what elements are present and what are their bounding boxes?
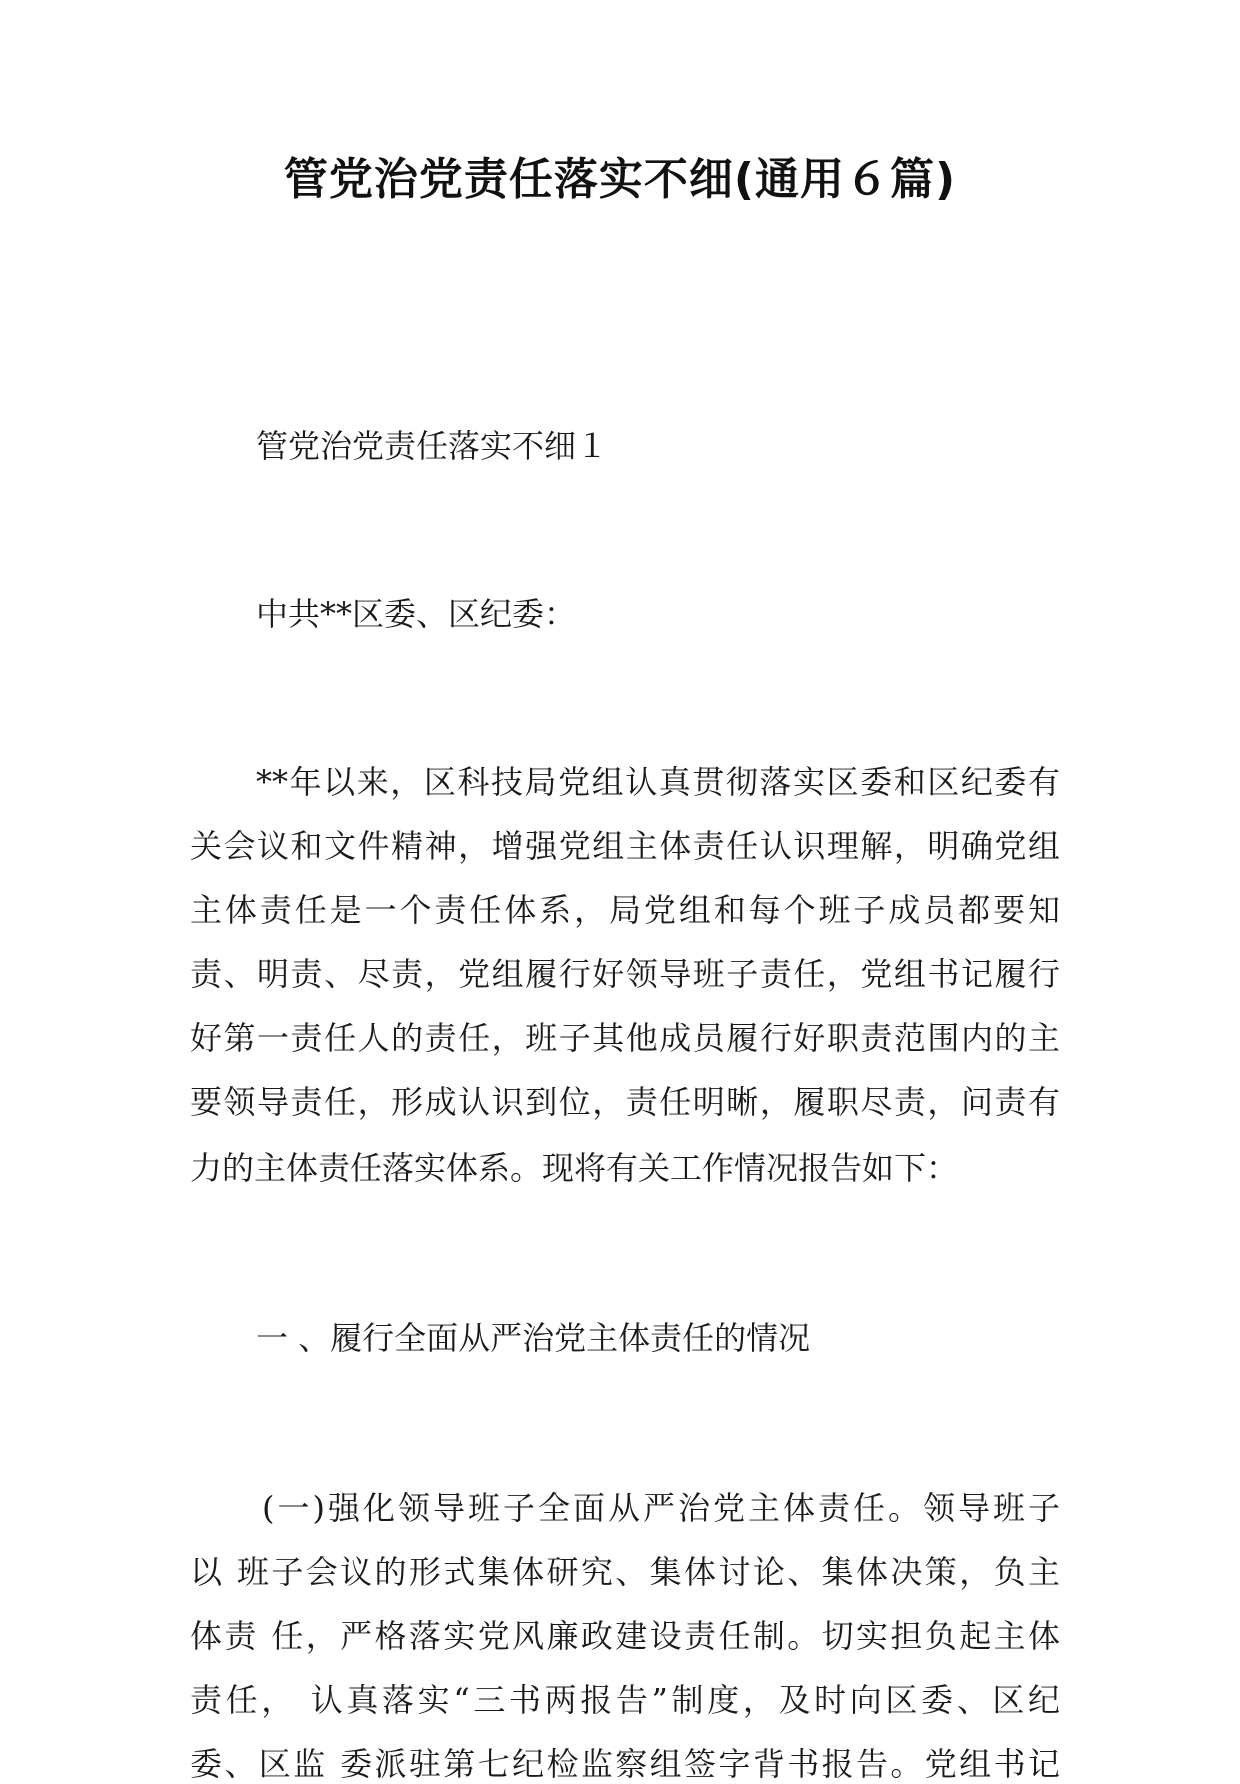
sub-paragraph-line-5: 委、区监 委派驻第七纪检监察组签字背书报告。党组书记: [190, 1745, 1060, 1783]
document-title: 管党治党责任落实不细(通用６篇): [283, 154, 957, 205]
intro-paragraph-line-2: 关会议和文件精神，增强党组主体责任认识理解，明确党组: [190, 827, 1060, 865]
intro-paragraph-line-4: 责、明责、尽责，党组履行好领导班子责任，党组书记履行: [190, 955, 1060, 993]
intro-paragraph-line-5: 好第一责任人的责任，班子其他成员履行好职责范围内的主: [190, 1019, 1060, 1057]
intro-paragraph-line-3: 主体责任是一个责任体系，局党组和每个班子成员都要知: [190, 891, 1060, 929]
sub-paragraph-line-4: 责任， 认真落实“三书两报告”制度，及时向区委、区纪: [190, 1681, 1060, 1719]
salutation: 中共**区委、区纪委：: [256, 595, 577, 633]
part-heading: 一 、履行全面从严治党主体责任的情况: [256, 1319, 811, 1357]
sub-paragraph-line-2: 以 班子会议的形式集体研究、集体讨论、集体决策，负主: [190, 1553, 1060, 1591]
sub-paragraph-line-1: (一)强化领导班子全面从严治党主体责任。领导班子: [262, 1489, 1060, 1527]
intro-paragraph-line-7: 力的主体责任落实体系。现将有关工作情况报告如下：: [190, 1149, 959, 1187]
intro-paragraph-line-6: 要领导责任，形成认识到位，责任明晰，履职尽责，问责有: [190, 1083, 1060, 1121]
section-heading: 管党治党责任落实不细１: [256, 427, 609, 465]
sub-paragraph-line-3: 体责 任，严格落实党风廉政建设责任制。切实担负起主体: [190, 1617, 1060, 1655]
intro-paragraph-line-1: **年以来，区科技局党组认真贯彻落实区委和区纪委有: [256, 763, 1060, 801]
